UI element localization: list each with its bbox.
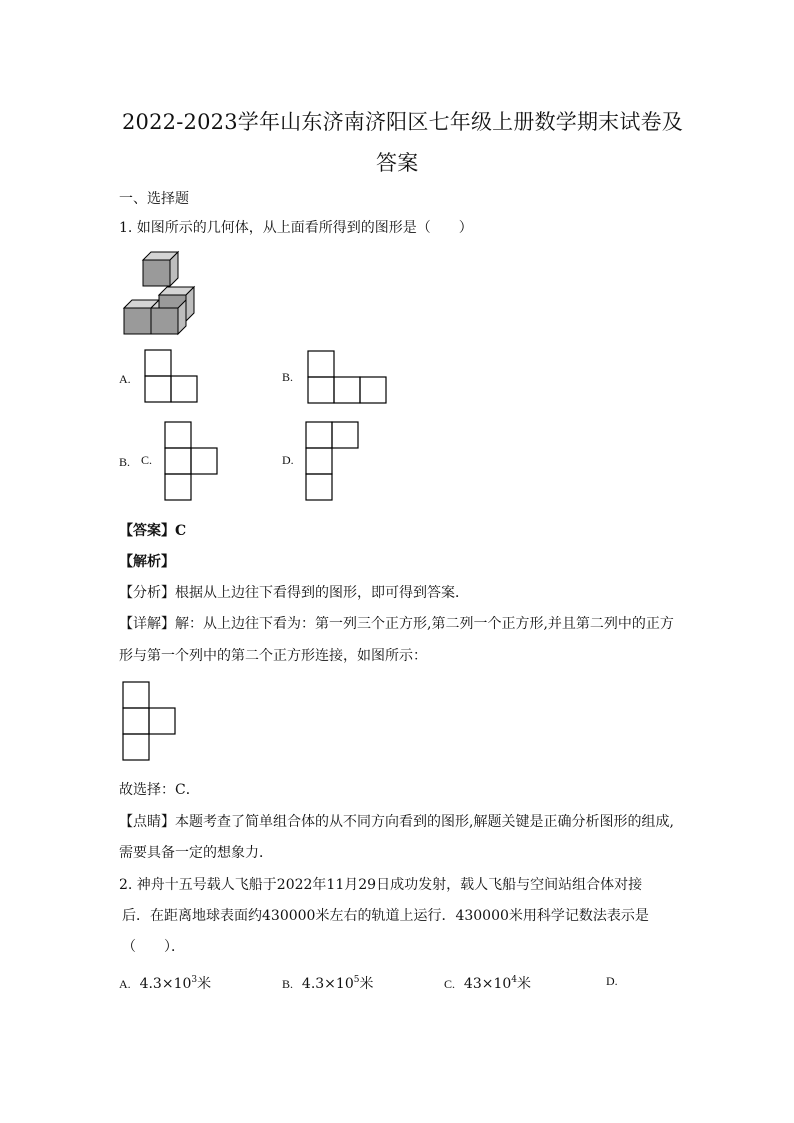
option-a-square bbox=[145, 376, 171, 402]
option-d-square bbox=[332, 422, 358, 448]
q2-option-c-exponent: 4 bbox=[511, 975, 518, 985]
option-d-square bbox=[306, 448, 332, 474]
q1-option-a-label: A. bbox=[119, 372, 131, 386]
solution-square bbox=[123, 734, 149, 760]
q2-option-b-label: B. bbox=[282, 977, 294, 991]
q2-option-a-value: 4.3×10 bbox=[139, 976, 192, 992]
q2-option-c-unit: 米 bbox=[517, 976, 532, 992]
q1-analysis-fenxi: 【分析】根据从上边往下看得到的图形，即可得到答案． bbox=[119, 585, 469, 601]
cube-left-front-face bbox=[124, 308, 151, 334]
q2-option-c-value: 43×10 bbox=[463, 976, 512, 992]
q2-option-b-value: 4.3×10 bbox=[301, 976, 354, 992]
solution-square bbox=[149, 708, 175, 734]
solution-square bbox=[123, 682, 149, 708]
q1-option-c-prefix: B. bbox=[119, 455, 131, 469]
q2-option-d-label: D. bbox=[606, 974, 618, 988]
q1-detail-line1: 【详解】解：从上边往下看为：第一列三个正方形,第二列一个正方形,并且第二列中的正方 bbox=[119, 616, 674, 632]
q1-comment-line2: 需要具备一定的想象力． bbox=[119, 845, 273, 861]
q2-option-c-label: C. bbox=[444, 977, 456, 991]
q2-option-d bbox=[606, 973, 618, 989]
q1-option-b-figure bbox=[304, 347, 394, 407]
q2-option-b-unit: 米 bbox=[359, 976, 374, 992]
doc-title-line1: 2022-2023学年山东济南济阳区七年级上册数学期末试卷及 bbox=[122, 110, 683, 134]
q1-solid-figure bbox=[118, 248, 203, 338]
q1-detail-line2: 形与第一个列中的第二个正方形连接，如图所示： bbox=[119, 648, 427, 664]
q2-option-c bbox=[444, 973, 531, 993]
q1-solution-figure bbox=[120, 678, 182, 766]
q1-option-b-label: B. bbox=[282, 370, 294, 384]
option-b-square bbox=[334, 377, 360, 403]
doc-title-line2: 答案 bbox=[376, 151, 419, 175]
q2-option-b-exponent: 5 bbox=[353, 975, 360, 985]
option-a-square bbox=[145, 350, 171, 376]
q2-option-a-unit: 米 bbox=[197, 976, 212, 992]
cube-top-front-face bbox=[143, 260, 170, 286]
q2-stem-line1: 2. 神舟十五号载人飞船于2022年11月29日成功发射，载人飞船与空间站组合体对接 bbox=[119, 877, 643, 893]
section-heading: 一、选择题 bbox=[119, 191, 189, 207]
cube-mid-front-face bbox=[151, 308, 178, 334]
q2-option-a bbox=[119, 973, 211, 993]
option-c-square bbox=[165, 448, 191, 474]
q1-option-c-figure bbox=[161, 418, 223, 506]
q1-option-d-figure bbox=[302, 418, 364, 506]
q1-option-a-figure bbox=[140, 346, 200, 406]
q1-analysis-heading: 【解析】 bbox=[119, 554, 175, 570]
q2-option-a-label: A. bbox=[119, 977, 131, 991]
q2-option-b bbox=[282, 973, 373, 993]
q1-stem: 1. 如图所示的几何体，从上面看所得到的图形是（ ） bbox=[119, 220, 473, 236]
option-d-square bbox=[306, 474, 332, 500]
q2-stem-line3: （ ）． bbox=[122, 939, 185, 955]
q2-option-a-exponent: 3 bbox=[191, 975, 198, 985]
q1-option-d-label: D. bbox=[282, 453, 294, 467]
q2-stem-line2: 后．在距离地球表面约430000米左右的轨道上运行．430000米用科学记数法表示是 bbox=[122, 908, 649, 924]
q1-comment-line1: 【点睛】本题考查了简单组合体的从不同方向看到的图形,解题关键是正确分析图形的组成, bbox=[119, 814, 674, 830]
solution-square bbox=[123, 708, 149, 734]
option-c-square bbox=[165, 474, 191, 500]
q1-choice: 故选择：C． bbox=[119, 782, 200, 798]
q1-option-c-label: C. bbox=[141, 453, 153, 467]
q1-answer: 【答案】C bbox=[119, 523, 187, 539]
option-a-square bbox=[171, 376, 197, 402]
option-b-square bbox=[308, 377, 334, 403]
option-c-square bbox=[191, 448, 217, 474]
option-b-square bbox=[308, 351, 334, 377]
option-d-square bbox=[306, 422, 332, 448]
option-c-square bbox=[165, 422, 191, 448]
option-b-square bbox=[360, 377, 386, 403]
